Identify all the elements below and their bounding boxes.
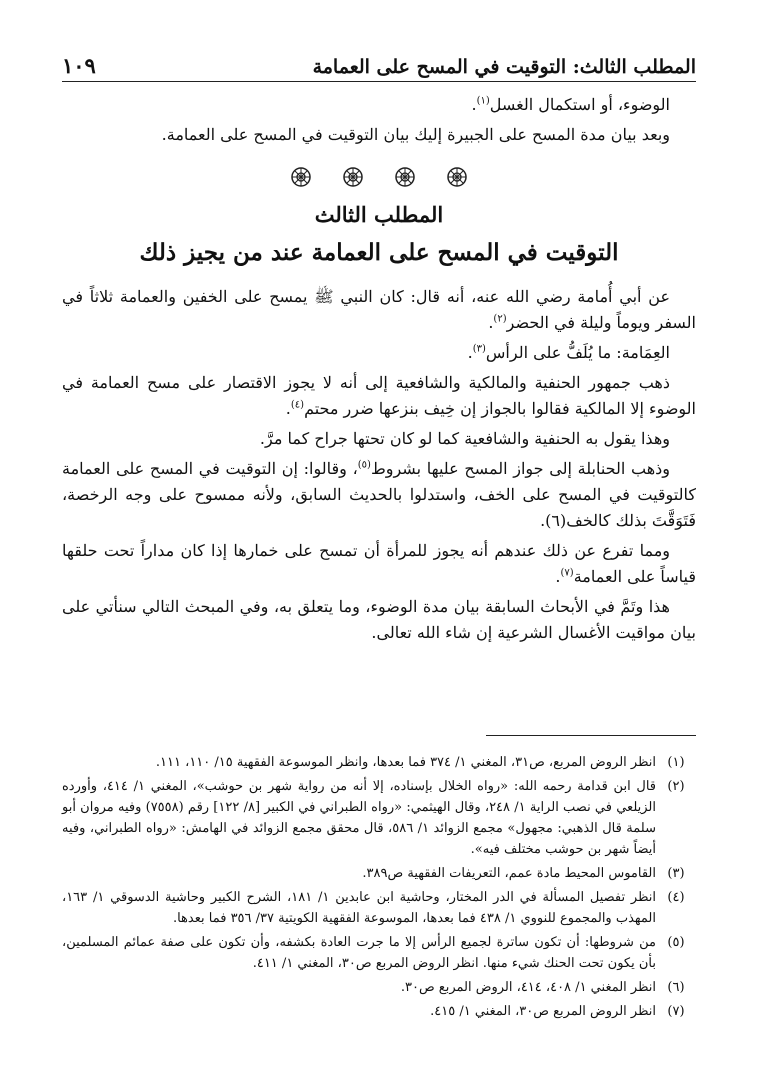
section-title: التوقيت في المسح على العمامة عند من يجيز ذلك (139, 239, 619, 266)
footnote-ref: (٣) (472, 343, 486, 355)
paragraph: وهذا يقول به الحنفية والشافعية كما لو كان تحتها جراح كما مرَّ. (259, 429, 670, 448)
footnote-ref: (٥) (357, 459, 371, 471)
footnote-text: انظر تفصيل المسألة في الدر المختار، وحاشية ابن عابدين ١/ ١٨١، الشرح الكبير وحاشية الدسوقي ١/ ١٦٣، المهذب والمجموع للنووي ١/ ٤٣٨ فما بعدها، الموسوعة الفقهية الكويتية ٣٧/ ٣٥٦ فما بعدها. (62, 890, 657, 926)
footnote-rule (486, 735, 696, 736)
footnote-number: (١) (667, 755, 685, 770)
footnote-number: (٤) (667, 890, 685, 905)
footnote-number: (٥) (667, 935, 685, 950)
ornament-divider (62, 166, 696, 188)
footnote-number: (٢) (667, 779, 685, 794)
footnote-number: (٧) (667, 1004, 685, 1019)
intro-line-2: وبعد بيان مدة المسح على الجبيرة إليك بيان التوقيت في المسح على العمامة. (161, 125, 670, 144)
footnote-ref: (٤) (290, 399, 305, 411)
footnote (62, 776, 696, 860)
footnote-number: (٦) (667, 980, 685, 995)
paragraph: وذهب الحنابلة إلى جواز المسح عليها بشروط$^{(٥)}$، وقالوا: إن التوقيت في المسح على العمامة كالتوقيت في المسح على الخف، واستدلوا بالحديث السابق، ولأنه ممسوح على وجه الرخصة، فَتَوَقَّتَ بذلك كالخف(٦). (62, 459, 696, 530)
footnote-ref: (٧) (560, 567, 574, 579)
footnote (62, 752, 696, 773)
paragraph: ذهب جمهور الحنفية والمالكية والشافعية إلى أنه لا يجوز الاقتصار على مسح العمامة في الوضوء إلا المالكية فقالوا بالجواز إن خِيف بنزعها ضرر محتم$^{(٤)}$. (62, 373, 696, 418)
footnote-ref: (١) (476, 95, 490, 107)
page-header (62, 48, 696, 78)
main-text (62, 92, 696, 650)
section-label: المطلب الثالث (314, 202, 444, 227)
footnote (62, 977, 696, 998)
footnote (62, 1001, 696, 1022)
footnote-text: انظر المغني ١/ ٤٠٨، ٤١٤، الروض المربع ص٣٠. (400, 980, 656, 995)
footnote-text: من شروطها: أن تكون ساترة لجميع الرأس إلا ما جرت العادة بكشفه، وأن تكون على صفة عمائم المسلمين، بأن يكون تحت الحنك شيء منها. انظر الروض المربع ص٣٠، المغني ١/ ٤١١. (62, 935, 656, 971)
footnote-number: (٣) (667, 866, 685, 881)
footnotes (62, 752, 696, 1025)
footnote-text: انظر الروض المربع ص٣٠، المغني ١/ ٤١٥. (430, 1004, 656, 1019)
footnote (62, 887, 696, 929)
footnote (62, 863, 696, 884)
flower-ornament-icon (446, 166, 468, 188)
paragraph: هذا وتَمَّ في الأبحاث السابقة بيان مدة الوضوء، وما يتعلق به، وفي المبحث التالي سنأتي على بيان مواقيت الأغسال الشرعية إن شاء الله تعالى. (62, 597, 696, 642)
flower-ornament-icon (290, 166, 312, 188)
footnote (62, 932, 696, 974)
header-rule (62, 81, 696, 82)
running-head: المطلب الثالث: التوقيت في المسح على العمامة (312, 56, 696, 78)
page-number: ١٠٩ (62, 53, 96, 78)
footnote-text: انظر الروض المربع، ص٣١، المغني ١/ ٣٧٤ فما بعدها، وانظر الموسوعة الفقهية ١٥/ ١١٠، ١١١. (155, 755, 656, 770)
flower-ornament-icon (342, 166, 364, 188)
footnote-ref: (٢) (493, 313, 507, 325)
paragraph: عن أبي أُمامة رضي الله عنه، أنه قال: كان النبي ﷺ يمسح على الخفين والعمامة ثلاثاً في السفر ويوماً وليلة في الحضر$^{(٢)}$. (62, 287, 696, 332)
footnote-text: القاموس المحيط مادة عمم، التعريفات الفقهية ص٣٨٩. (362, 866, 656, 881)
paragraph: العِمَامة: ما يُلَفُّ على الرأس$^{(٣)}$. (467, 343, 670, 362)
intro-line-1: الوضوء، أو استكمال الغسل$^{(١)}$. (471, 95, 670, 114)
paragraph: ومما تفرع عن ذلك عندهم أنه يجوز للمرأة أن تمسح على خمارها إذا كان مداراً تحت حلقها قياساً على العمامة$^{(٧)}$. (62, 541, 696, 586)
footnote-text: قال ابن قدامة رحمه الله: «رواه الخلال بإسناده، إلا أنه من رواية شهر بن حوشب»، المغني ١/ ٤١٤، وأورده الزيلعي في نصب الراية ١/ ٢٤٨، وقال الهيثمي: «رواه الطبراني في الكبير [٨/ ١٢٢] رقم (٧٥٥٨) وفيه مروان أبو سلمة قال الذهبي: مجهول» مجمع الزوائد ١/ ٥٨٦، قال محقق مجمع الزوائد في الهامش: «رواه الطبراني، وفيه أيضاً شهر بن حوشب مختلف فيه». (62, 779, 657, 857)
flower-ornament-icon (394, 166, 416, 188)
